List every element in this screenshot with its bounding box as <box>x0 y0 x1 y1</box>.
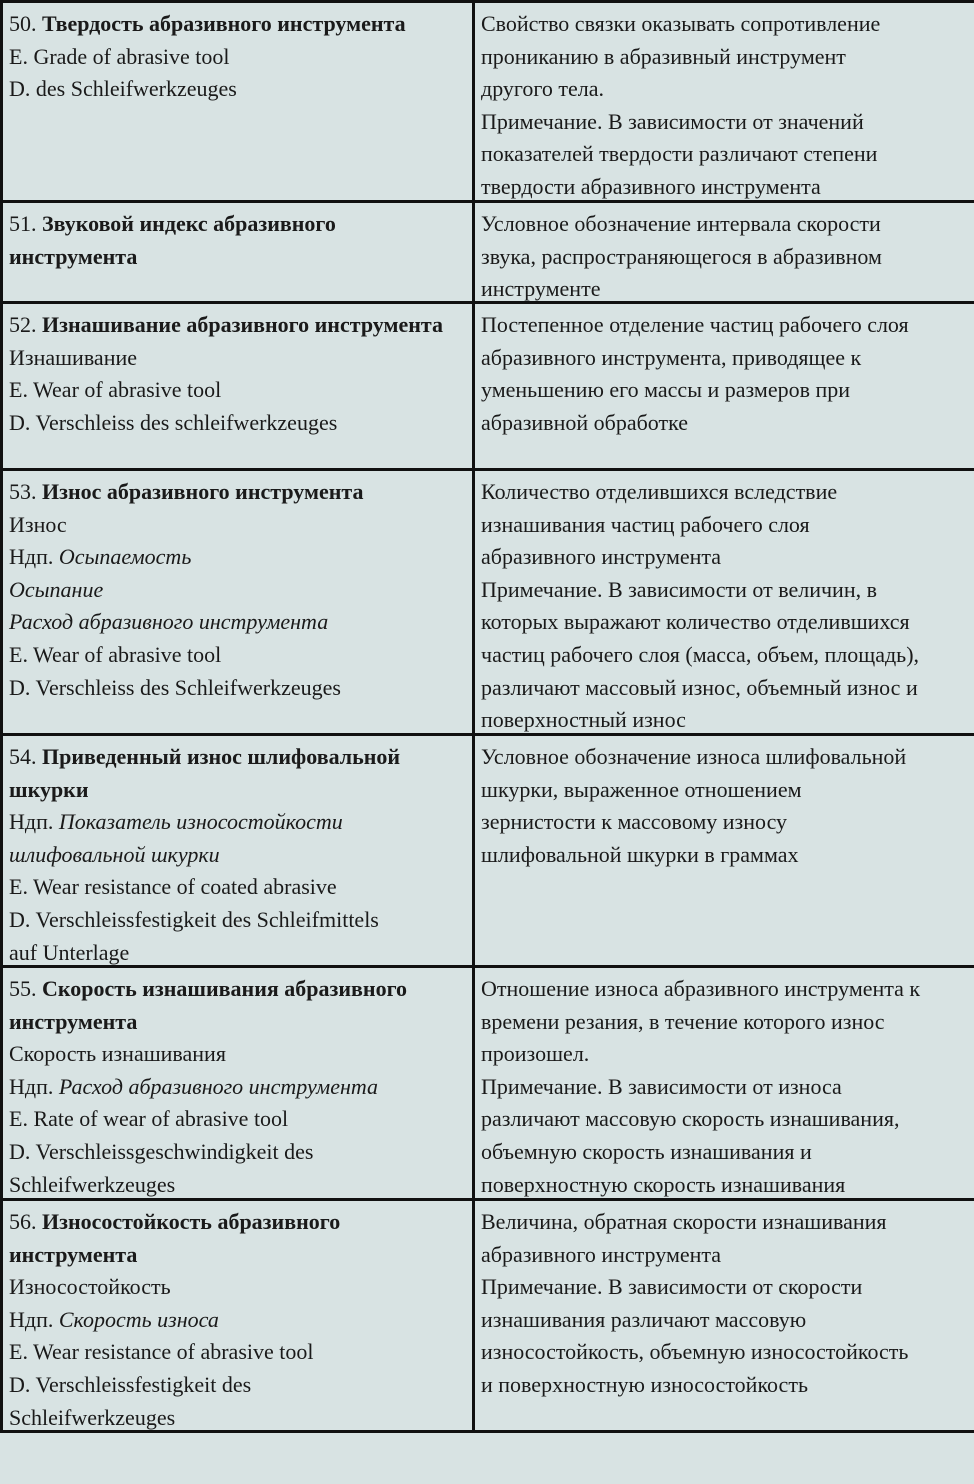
definition-line: произошел. <box>481 1041 590 1067</box>
definition-line: твердости абразивного инструмента <box>481 173 821 199</box>
german-term: D. des Schleifwerkzeuges <box>9 76 237 102</box>
definition-line: шкурки, выраженное отношением <box>481 776 802 802</box>
definition-line: Отношение износа абразивного инструмента к <box>481 976 921 1001</box>
term-heading: 50. Твердость абразивного инструмента <box>9 11 406 36</box>
definition-line: абразивной обработке <box>481 409 689 435</box>
table-row <box>3 304 974 471</box>
term-cell <box>3 304 475 468</box>
deprecated-term: Ндп. Показатель износостойкости шлифовальной шкурки <box>9 809 343 867</box>
deprecated-term: Ндп. Осыпаемость <box>9 544 192 570</box>
term-cell <box>3 471 475 733</box>
definition-line: абразивного инструмента <box>481 544 722 570</box>
definition-line: Количество отделившихся вследствие <box>481 479 838 504</box>
definition-cell <box>475 3 974 200</box>
term-cell <box>3 736 475 965</box>
german-term: D. Verschleissfestigkeit des Schleifmittels <box>9 906 379 932</box>
definition-line: Примечание. В зависимости от износа <box>481 1073 842 1099</box>
synonym-term: Изнашивание <box>9 344 138 370</box>
definition-line: шлифовальной шкурки в граммах <box>481 841 799 867</box>
term-heading: 54. Приведенный износ шлифовальной шкурки <box>9 744 401 802</box>
definition-line: показателей твердости различают степени <box>481 141 878 167</box>
definition-cell <box>475 203 974 301</box>
definition-line: Постепенное отделение частиц рабочего слоя <box>481 312 909 337</box>
deprecated-term: Ндп. Скорость износа <box>9 1306 219 1332</box>
table-row <box>3 1201 974 1433</box>
definition-line: поверхностный износ <box>481 707 686 733</box>
term-heading: 51. Звуковой индекс абразивного инструмента <box>9 211 336 269</box>
definition-line: Условное обозначение интервала скорости <box>481 211 881 236</box>
definition-cell <box>475 471 974 733</box>
term-heading: 53. Износ абразивного инструмента <box>9 479 364 504</box>
definition-line: износостойкость, объемную износостойкость <box>481 1339 909 1365</box>
term-cell <box>3 1201 475 1430</box>
synonym-term: Скорость изнашивания <box>9 1041 226 1067</box>
german-term: D. Verschleissgeschwindigkeit des <box>9 1138 314 1164</box>
english-term: E. Wear resistance of abrasive tool <box>9 1339 314 1365</box>
table-row <box>3 203 974 304</box>
english-term: E. Grade of abrasive tool <box>9 43 230 69</box>
definition-line: Свойство связки оказывать сопротивление <box>481 11 881 36</box>
definition-line: Примечание. В зависимости от скорости <box>481 1274 863 1300</box>
definition-line: Примечание. В зависимости от величин, в <box>481 576 877 602</box>
definition-line: абразивного инструмента, приводящее к <box>481 344 862 370</box>
english-term: E. Wear of abrasive tool <box>9 641 222 667</box>
term-cell <box>3 3 475 200</box>
english-term: E. Rate of wear of abrasive tool <box>9 1106 289 1132</box>
definition-line: зернистости к массовому износу <box>481 809 788 835</box>
definition-line: и поверхностную износостойкость <box>481 1371 808 1397</box>
term-heading: 55. Скорость изнашивания абразивного инструмента <box>9 976 408 1034</box>
german-term: D. Verschleissfestigkeit des <box>9 1371 252 1397</box>
table-row <box>3 3 974 203</box>
table-row <box>3 736 974 968</box>
definition-line: времени резания, в течение которого износ <box>481 1008 885 1034</box>
definition-cell <box>475 968 974 1198</box>
deprecated-term: Расход абразивного инструмента <box>9 609 329 635</box>
definition-line: звука, распространяющегося в абразивном <box>481 243 882 269</box>
german-term: Schleifwerkzeuges <box>9 1171 176 1197</box>
synonym-term: Износостойкость <box>9 1274 171 1300</box>
definition-line: частиц рабочего слоя (масса, объем, площадь), <box>481 641 920 667</box>
synonym-term: Износ <box>9 511 67 537</box>
definition-cell <box>475 304 974 468</box>
german-term: D. Verschleiss des Schleifwerkzeuges <box>9 674 341 700</box>
deprecated-term: Осыпание <box>9 576 104 602</box>
term-cell <box>3 968 475 1198</box>
german-term: D. Verschleiss des schleifwerkzeuges <box>9 409 338 435</box>
term-cell <box>3 203 475 301</box>
table-row <box>3 471 974 736</box>
german-term: auf Unterlage <box>9 939 130 965</box>
definition-line: изнашивания частиц рабочего слоя <box>481 511 810 537</box>
definition-line: различают массовую скорость изнашивания, <box>481 1106 900 1132</box>
definition-line: инструменте <box>481 276 601 301</box>
english-term: E. Wear of abrasive tool <box>9 377 222 403</box>
german-term: Schleifwerkzeuges <box>9 1404 176 1430</box>
definition-line: объемную скорость изнашивания и <box>481 1138 812 1164</box>
definition-line: абразивного инструмента <box>481 1241 722 1267</box>
definition-line: прониканию в абразивный инструмент <box>481 43 846 69</box>
definition-line: различают массовый износ, объемный износ и <box>481 674 918 700</box>
term-heading: 56. Износостойкость абразивного инструмента <box>9 1209 341 1267</box>
english-term: E. Wear resistance of coated abrasive <box>9 874 337 900</box>
definition-line: Величина, обратная скорости изнашивания <box>481 1209 887 1234</box>
definition-line: которых выражают количество отделившихся <box>481 609 910 635</box>
definition-line: другого тела. <box>481 76 604 102</box>
definition-line: уменьшению его массы и размеров при <box>481 377 851 403</box>
definition-line: поверхностную скорость изнашивания <box>481 1171 846 1197</box>
definition-line: изнашивания различают массовую <box>481 1306 807 1332</box>
table-row <box>3 968 974 1201</box>
term-heading: 52. Изнашивание абразивного инструмента <box>9 312 443 337</box>
definition-line: Примечание. В зависимости от значений <box>481 108 864 134</box>
definition-line: Условное обозначение износа шлифовальной <box>481 744 907 769</box>
deprecated-term: Ндп. Расход абразивного инструмента <box>9 1073 379 1099</box>
definition-cell <box>475 1201 974 1430</box>
definition-cell <box>475 736 974 965</box>
